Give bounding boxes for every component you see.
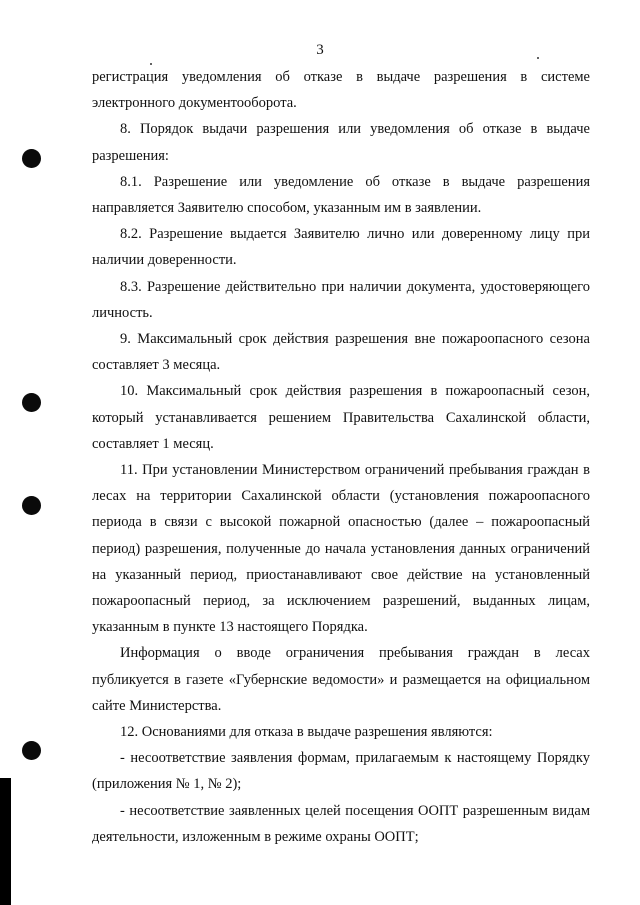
paragraph: 8.2. Разрешение выдается Заявителю лично или доверенному лицу при наличии доверенности. — [92, 226, 590, 269]
paragraph: 8.1. Разрешение или уведомление об отказе в выдаче разрешения направляется Заявителю способом, указанным им в заявлении. — [92, 173, 590, 217]
list-item: - несоответствие заявленных целей посещения ООПТ разрешенным видам деятельности, изложенным в режиме охраны ООПТ; — [92, 802, 590, 845]
punch-hole — [22, 496, 41, 515]
paragraph: 8.3. Разрешение действительно при наличии документа, удостоверяющего личность. — [92, 278, 590, 321]
punch-hole — [22, 149, 41, 168]
page-number: 3 — [316, 42, 324, 58]
paragraph: 10. Максимальный срок действия разрешения в пожароопасный сезон, который устанавливается решением Правительства Сахалинской области, составляет 1 месяц. — [92, 383, 590, 452]
punch-hole — [22, 393, 41, 412]
paragraph: 12. Основаниями для отказа в выдаче разрешения являются: — [120, 724, 493, 741]
document-body — [92, 64, 590, 850]
paragraph: 9. Максимальный срок действия разрешения вне пожароопасного сезона составляет 3 месяца. — [92, 331, 590, 374]
paragraph: 8. Порядок выдачи разрешения или уведомления об отказе в выдаче разрешения: — [92, 121, 590, 164]
list-item: - несоответствие заявления формам, прилагаемым к настоящему Порядку (приложения № 1, № 2); — [92, 750, 590, 793]
scan-edge-shadow — [0, 778, 11, 905]
paragraph: 11. При установлении Министерством ограничений пребывания граждан в лесах на территории Сахалинской области (установления пожароопасного периода в связи с высокой пожарной опасностью (далее – пожароопасный период) разрешения, полученные до начала установления данных ограничений на указанный период, приостанавливают свое действие на установленный пожароопасный период, за исключением разрешений, выданных лицам, указанным в пункте 13 настоящего Порядка. — [92, 462, 590, 636]
paragraph: регистрация уведомления об отказе в выдаче разрешения в системе электронного документооборота. — [92, 69, 590, 112]
paragraph: Информация о вводе ограничения пребывания граждан в лесах публикуется в газете «Губернские ведомости» и размещается на официальном сайте Министерства. — [92, 645, 590, 714]
punch-hole — [22, 741, 41, 760]
scan-speck — [537, 57, 539, 59]
